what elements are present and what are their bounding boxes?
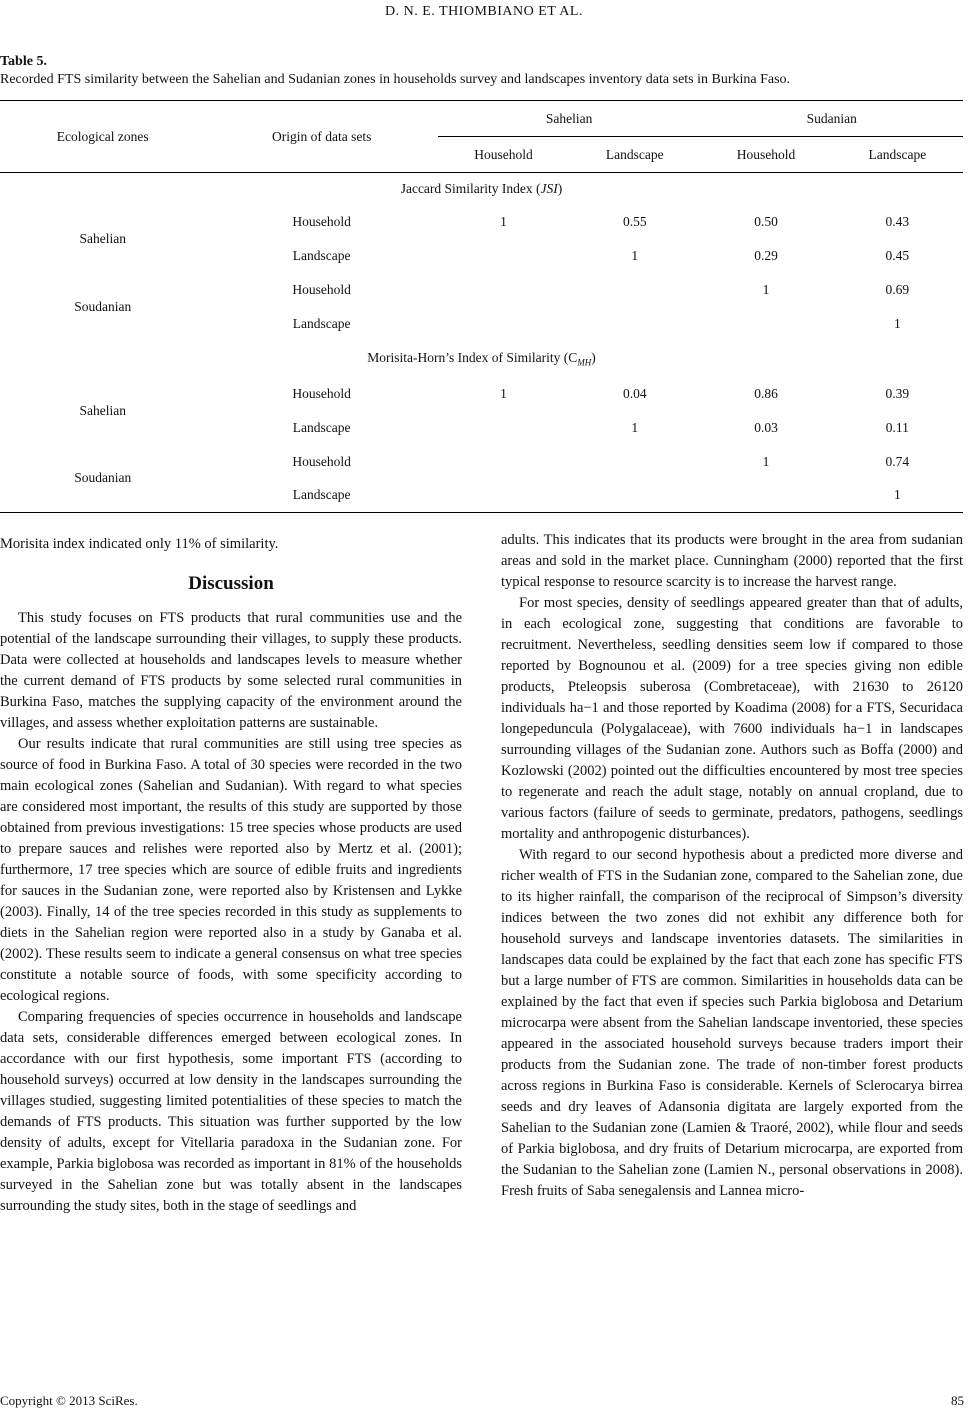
table-caption	[0, 53, 790, 89]
header-sudanian: Sudanian	[806, 110, 857, 126]
zone-cell: Soudanian	[74, 298, 132, 314]
intro-line: Morisita index indicated only 11% of similarity.	[0, 536, 279, 552]
zone-cell: Sahelian	[79, 230, 126, 246]
sub-household: Household	[474, 146, 533, 162]
value-cell: 0.29	[754, 247, 778, 263]
paragraph: Comparing frequencies of species occurrence in households and landscape data sets, considerable differences emerged between ecological zones. In accordance with our first hypothesis, some important FTS (according to household surveys) occurred at low density in the landscapes surrounding the villages studied, suggesting limited potentialities of these species to match the demands of FTS products. This situation was further supported by the low density of adults, except for Vitellaria paradoxa in the Sudanian zone. For example, Parkia biglobosa was recorded as important in 81% of the households surveyed in the Sahelian zone but was totally absent in the landscapes surrounding the study sites, both in the stage of seedlings and	[0, 1009, 462, 1214]
table-label: Table 5.	[0, 54, 47, 69]
value-cell: 0.03	[754, 419, 778, 435]
left-column	[0, 530, 462, 1217]
paragraph: For most species, density of seedlings appeared greater than that of adults, in each ecological zone, suggesting that conditions are favorable to recruitment. Nevertheless, seedling densities seem low if compared to those reported by Bognounou et al. (2009) for a tree species giving non edible products, Pteleopsis suberosa (Combretaceae), with 21630 to 26120 individuals ha−1 and those reported by Koadima (2008) for a FTS, Securidaca longepeduncula (Polygalaceae), with 7600 individuals ha−1 in landscapes surrounding villages of the Sudanian zone. Authors such as Boffa (2000) and Kozlowski (2002) pointed out the difficulties encountered by most tree species to regenerate and reach the adult stage, notably on annual cropland, due to various factors (failure of seeds to germinate, predators, pathogens, seedlings mortality and anthropogenic disturbances).	[501, 595, 963, 842]
paragraph: This study focuses on FTS products that rural communities use and the potential of the landscape surrounding their villages, to supply these products. Data were collected at households and landscapes levels to measure whether the current demand of FTS products by some selected rural communities in Burkina Faso, matches the supplying capacity of the environment around the villages, and assess whether exploitation patterns are sustainable.	[0, 610, 462, 731]
value-cell	[569, 273, 700, 307]
value-cell: 1	[762, 453, 770, 469]
value-cell: 0.43	[885, 213, 910, 229]
value-cell	[438, 307, 569, 341]
value-cell	[569, 479, 700, 513]
origin-cell: Household	[292, 385, 351, 401]
zone-cell: Sahelian	[79, 402, 126, 418]
value-cell: 1	[631, 419, 639, 435]
value-cell: 1	[893, 487, 901, 503]
table-row	[0, 445, 963, 479]
origin-cell: Household	[292, 453, 351, 469]
value-cell	[438, 479, 569, 513]
value-cell: 0.69	[885, 281, 910, 297]
jsi-section-title: Jaccard Similarity Index (JSI)	[400, 180, 563, 196]
sub-landscape: Landscape	[868, 146, 927, 162]
origin-cell: Household	[292, 281, 351, 297]
value-cell: 1	[631, 247, 639, 263]
origin-cell: Landscape	[292, 315, 351, 331]
table-row	[0, 377, 963, 411]
value-cell: 1	[500, 385, 507, 401]
table-row	[0, 205, 963, 239]
value-cell: 0.45	[885, 247, 910, 263]
table-caption-text: Recorded FTS similarity between the Sahelian and Sudanian zones in households survey and landscapes inventory data sets in Burkina Faso.	[0, 72, 791, 87]
similarity-table	[0, 100, 963, 513]
value-cell: 0.11	[885, 419, 909, 435]
discussion-heading: Discussion	[188, 573, 274, 594]
right-column	[501, 530, 963, 1202]
value-cell: 0.55	[622, 213, 647, 229]
value-cell	[438, 411, 569, 445]
value-cell: 0.04	[622, 385, 647, 401]
value-cell	[438, 445, 569, 479]
sub-landscape: Landscape	[605, 146, 664, 162]
table-row	[0, 273, 963, 307]
value-cell: 0.74	[885, 453, 910, 469]
jsi-rows	[0, 205, 963, 341]
running-header: D. N. E. THIOMBIANO ET AL.	[385, 4, 583, 19]
sub-household: Household	[736, 146, 796, 162]
value-cell: 0.39	[885, 385, 910, 401]
value-cell: 1	[893, 315, 901, 331]
origin-cell: Household	[292, 213, 351, 229]
header-origin: Origin of data sets	[271, 128, 372, 144]
value-cell: 0.50	[754, 213, 778, 229]
paragraph: With regard to our second hypothesis about a predicted more diverse and richer wealth of FTS in the Sudanian zone, compared to the Sahelian zone, due to its higher rainfall, the comparison of the reciprocal of Simpson’s diversity indices between the two zones did not exhibit any difference both for household surveys and landscape inventories datasets. The similarities in landscapes data could be explained by the fact that each zone has specific FTS but a large number of FTS are common. Similarities in households data can be explained by the fact that even if species such Parkia biglobosa and Detarium microcarpa were absent from the Sahelian landscape inventoried, these species appeared in the associated household surveys because traders import their products from the Sudanian zone. The trade of non-timber forest products across regions in Burkina Faso is considerable. Kernels of Sclerocarya birrea seeds and dry leaves of Adansonia digitata are largely exported from the Sahelian to the Sudanian zone (Lamien & Traoré, 2002), while flour and seeds of Parkia biglobosa, and dry fruits of Detarium microcarpa, are exported from the Sudanian to the Sahelian zone (Lamien N., personal observations in 2008). Fresh fruits of Saba senegalensis and Lannea micro-	[501, 847, 963, 1199]
value-cell	[438, 273, 569, 307]
origin-cell: Landscape	[292, 247, 351, 263]
origin-cell: Landscape	[292, 487, 351, 503]
paragraph: adults. This indicates that its products were brought in the area from sudanian areas and sold in the market place. Cunningham (2000) reported that the first typical response to resource scarcity is to increase the harvest range.	[501, 532, 963, 590]
origin-cell: Landscape	[292, 419, 351, 435]
mh-section-title: Morisita-Horn’s Index of Similarity $(C_{MH})$	[367, 349, 596, 368]
value-cell: 1	[762, 281, 770, 297]
value-cell	[438, 239, 569, 273]
value-cell	[569, 307, 700, 341]
value-cell: 0.86	[754, 385, 778, 401]
page-number: 85	[951, 1393, 964, 1408]
header-sahelian: Sahelian	[545, 110, 593, 126]
value-cell	[700, 307, 831, 341]
value-cell	[569, 445, 700, 479]
mh-rows	[0, 377, 963, 513]
value-cell	[700, 479, 831, 513]
paragraph: Our results indicate that rural communities are still using tree species as source of food in Burkina Faso. A total of 30 species were recorded in the two main ecological zones (Sahelian and Sudanian). With regard to what species are considered most important, the results of this study are supported by those obtained from previous investigations: 15 tree species whose products are used to prepare sauces and relishes were reported also by Mertz et al. (2001); furthermore, 17 tree species which are source of edible fruits and ingredients for sauces in the Sudanian zone, were reported also by Kristensen and Lykke (2003). Finally, 14 of the tree species recorded in this study as supplements to diets in the Sahelian region were reported also in a study by Ganaba et al. (2002). These results seem to indicate a general consensus on what tree species constitute a notable source of foods, with some specificity according to ecological regions.	[0, 736, 462, 1004]
value-cell: 1	[500, 213, 507, 229]
header-ecological-zones: Ecological zones	[56, 128, 149, 144]
zone-cell: Soudanian	[0, 445, 205, 513]
copyright: Copyright © 2013 SciRes.	[0, 1393, 138, 1408]
